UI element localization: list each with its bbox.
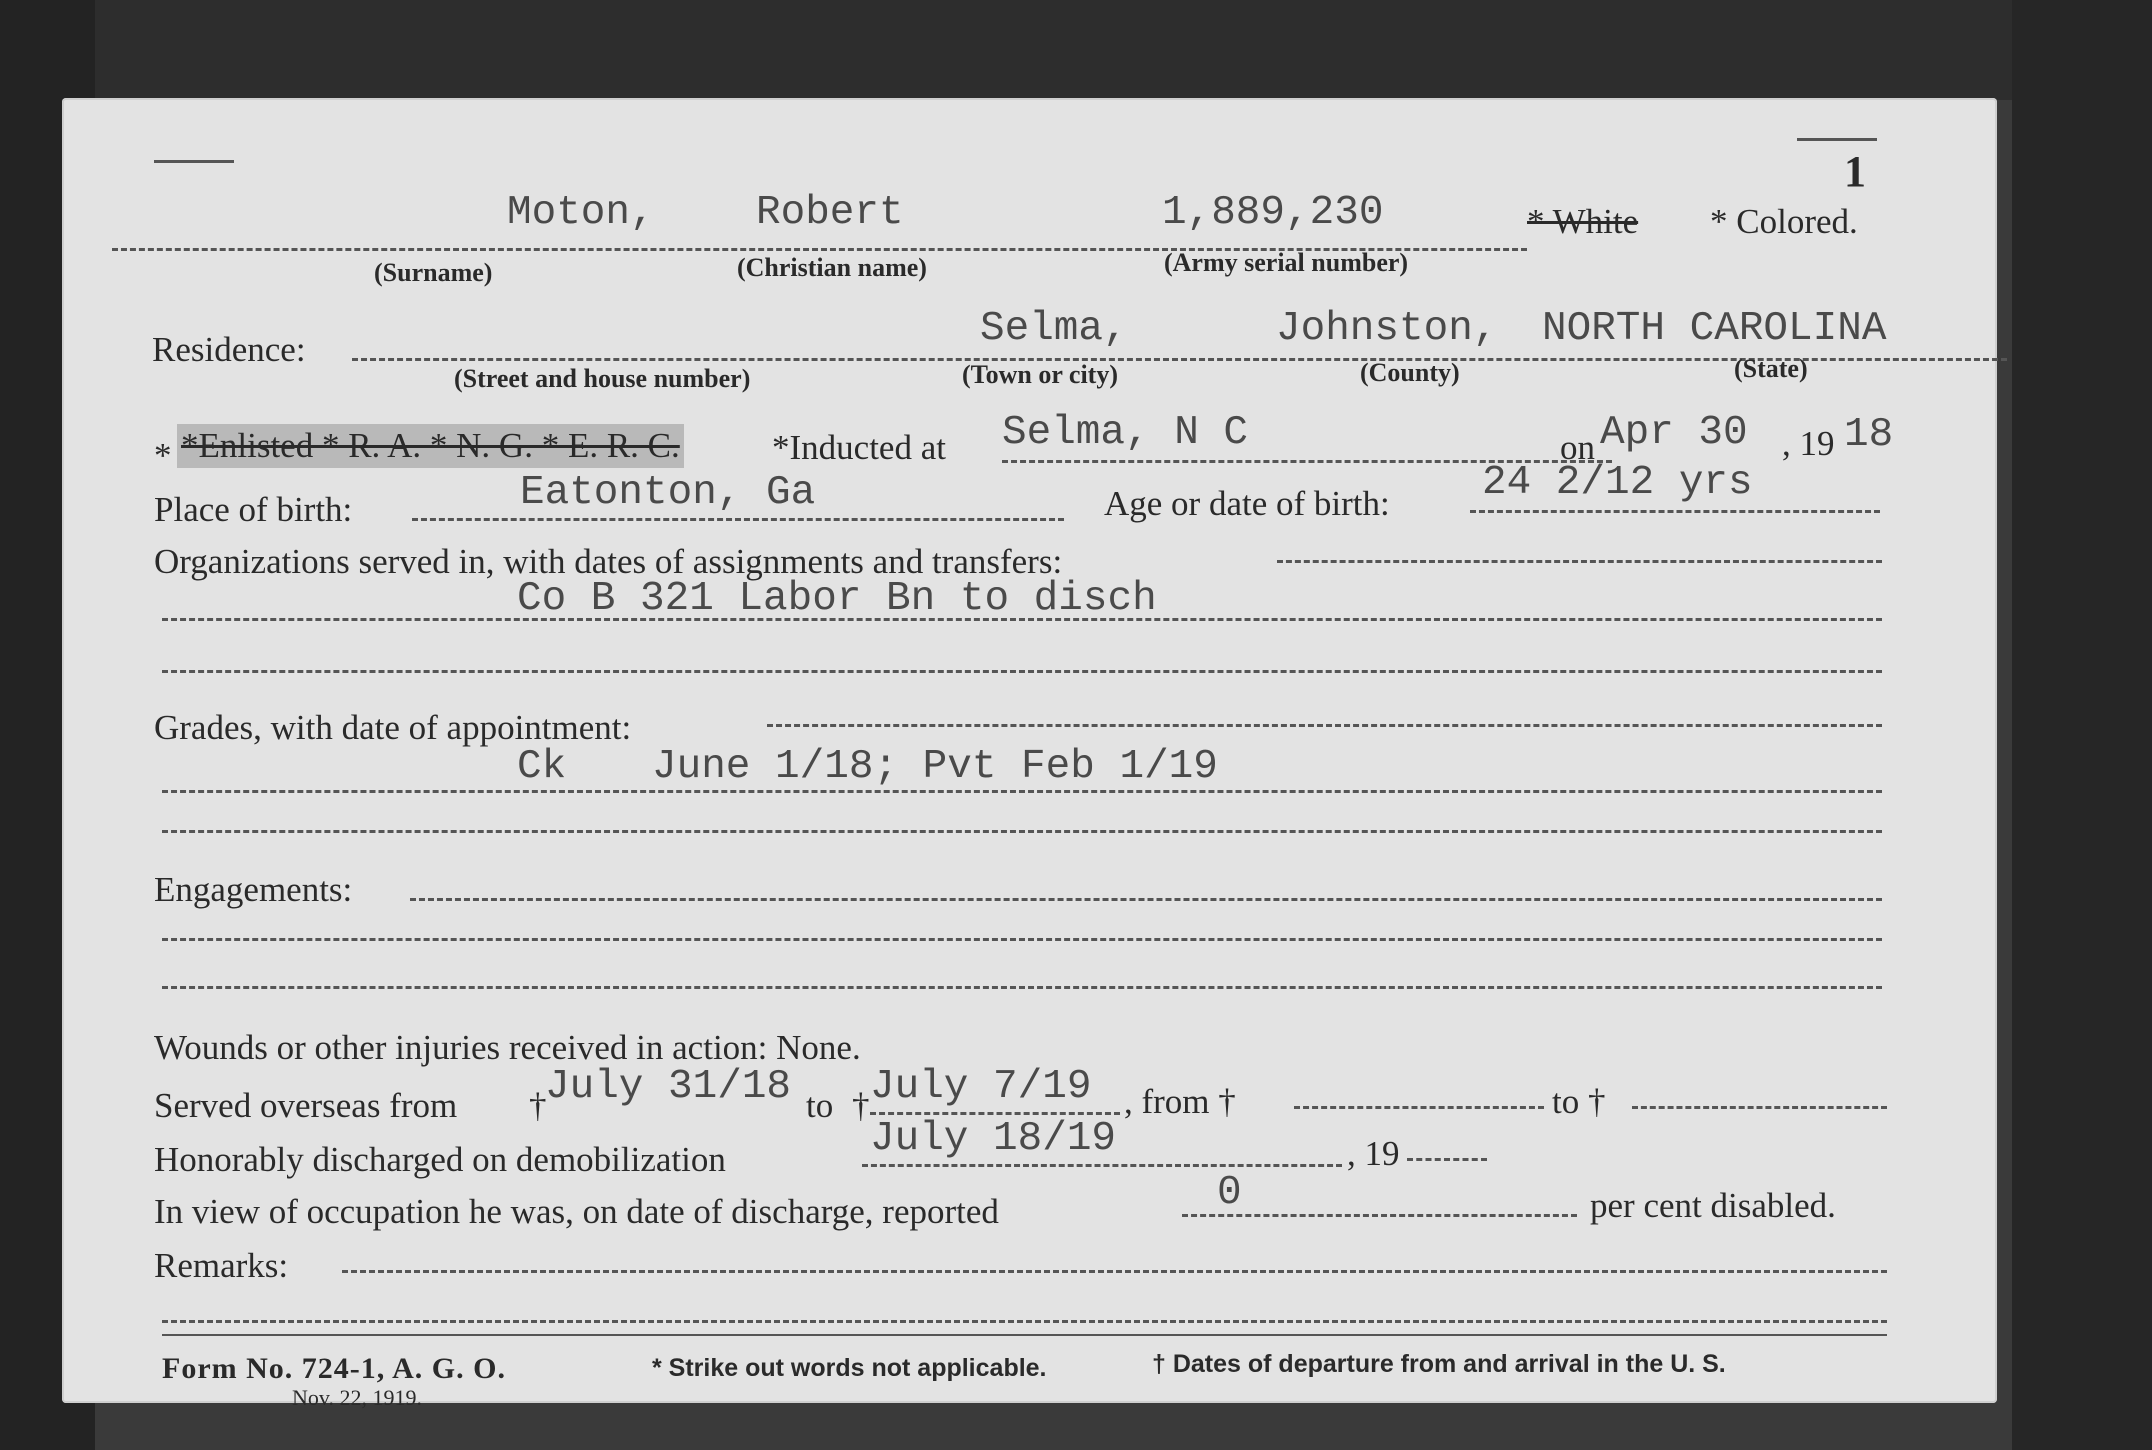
overseas-from2-line xyxy=(1294,1106,1544,1109)
induction-year-prefix: , 19 xyxy=(1782,424,1835,463)
grades-value: June 1/18; Pvt Feb 1/19 xyxy=(652,744,1218,790)
engagements-line-3 xyxy=(162,986,1882,989)
dates-note: † Dates of departure from and arrival in the U. S. xyxy=(1152,1350,1726,1378)
surname-caption: (Surname) xyxy=(374,258,493,287)
discharge-year-label: , 19 xyxy=(1347,1134,1400,1173)
county-caption: (County) xyxy=(1360,358,1460,387)
colored-option: * Colored. xyxy=(1710,202,1858,241)
age-label: Age or date of birth: xyxy=(1104,484,1390,523)
strike-note: * Strike out words not applicable. xyxy=(652,1354,1047,1382)
scan-background-right xyxy=(2012,0,2152,1450)
surname-value: Moton, xyxy=(507,190,655,236)
residence-town: Selma, xyxy=(980,306,1128,352)
overseas-from2-label: , from † xyxy=(1124,1082,1236,1121)
disability-line xyxy=(1182,1214,1577,1217)
birthplace-line xyxy=(412,518,1064,521)
induction-date: Apr 30 xyxy=(1600,410,1748,456)
town-caption: (Town or city) xyxy=(962,360,1118,389)
overseas-dagger: † xyxy=(529,1086,547,1125)
serial-number-caption: (Army serial number) xyxy=(1164,248,1409,277)
residence-county: Johnston, xyxy=(1276,306,1498,352)
top-left-mark xyxy=(154,160,234,163)
scan-background-top xyxy=(0,0,2152,100)
organizations-label: Organizations served in, with dates of assignments and transfers: xyxy=(154,542,1063,581)
enlistment-options xyxy=(177,424,684,468)
overseas-to-value: July 7/19 xyxy=(870,1064,1092,1110)
overseas-to-line xyxy=(870,1112,1120,1115)
remarks-line-2 xyxy=(162,1320,1887,1323)
residence-label: Residence: xyxy=(152,330,306,369)
residence-state: NORTH CAROLINA xyxy=(1542,306,1887,352)
enlistment-options-text: *Enlisted * R. A. * N. G. * E. R. C. xyxy=(181,426,680,465)
remarks-label: Remarks: xyxy=(154,1246,289,1285)
induction-year: 18 xyxy=(1844,412,1894,458)
grades-line-2 xyxy=(162,790,1882,793)
grade-rank: Ck xyxy=(517,744,567,790)
remarks-line-1 xyxy=(342,1270,1887,1273)
organizations-line-3 xyxy=(162,670,1882,673)
grades-line-1 xyxy=(767,724,1882,727)
form-number: Form No. 724-1, A. G. O. xyxy=(162,1352,506,1385)
street-caption: (Street and house number) xyxy=(454,364,751,393)
organizations-value: Co B 321 Labor Bn to disch xyxy=(517,576,1157,622)
discharge-label: Honorably discharged on demobilization xyxy=(154,1140,726,1179)
birthplace-label: Place of birth: xyxy=(154,490,353,529)
card-number-overline xyxy=(1797,138,1877,141)
overseas-from-value: July 31/18 xyxy=(545,1064,792,1110)
inducted-at-value: Selma, N C xyxy=(1002,410,1249,456)
discharge-year-line xyxy=(1407,1158,1487,1161)
enlistment-prefix: * xyxy=(154,436,172,475)
grades-label: Grades, with date of appointment: xyxy=(154,708,632,747)
overseas-to2-label: to † xyxy=(1552,1082,1606,1121)
organizations-line-1 xyxy=(1277,560,1882,563)
serial-number-value: 1,889,230 xyxy=(1162,190,1384,236)
christian-name-caption: (Christian name) xyxy=(737,253,927,282)
white-option xyxy=(1527,202,1638,242)
state-caption: (State) xyxy=(1734,354,1808,383)
inducted-label: *Inducted at xyxy=(772,428,946,467)
wounds-label: Wounds or other injuries received in action: None. xyxy=(154,1028,861,1067)
christian-name-value: Robert xyxy=(756,190,904,236)
disability-value: 0 xyxy=(1217,1170,1242,1216)
service-record-card xyxy=(62,98,1997,1410)
white-option-text: * White xyxy=(1527,202,1639,241)
discharge-line xyxy=(862,1164,1342,1167)
form-date: Nov. 22, 1919. xyxy=(292,1385,422,1410)
remarks-rule xyxy=(162,1334,1887,1336)
grades-line-3 xyxy=(162,830,1882,833)
birthplace-value: Eatonton, Ga xyxy=(520,470,816,516)
engagements-line-2 xyxy=(162,938,1882,941)
overseas-to-dagger: † xyxy=(852,1086,870,1125)
disability-label: In view of occupation he was, on date of discharge, reported xyxy=(154,1192,999,1231)
discharge-date: July 18/19 xyxy=(870,1116,1117,1162)
on-label: on xyxy=(1560,428,1595,467)
organizations-line-2 xyxy=(162,618,1882,621)
overseas-to-label: to xyxy=(806,1086,834,1125)
age-value: 24 2/12 yrs xyxy=(1482,460,1753,506)
card-number: 1 xyxy=(1844,147,1866,196)
overseas-to2-line xyxy=(1632,1106,1887,1109)
engagements-label: Engagements: xyxy=(154,870,353,909)
age-line xyxy=(1470,510,1880,513)
engagements-line-1 xyxy=(410,898,1882,901)
disability-suffix: per cent disabled. xyxy=(1590,1186,1836,1225)
overseas-label: Served overseas from xyxy=(154,1086,458,1125)
